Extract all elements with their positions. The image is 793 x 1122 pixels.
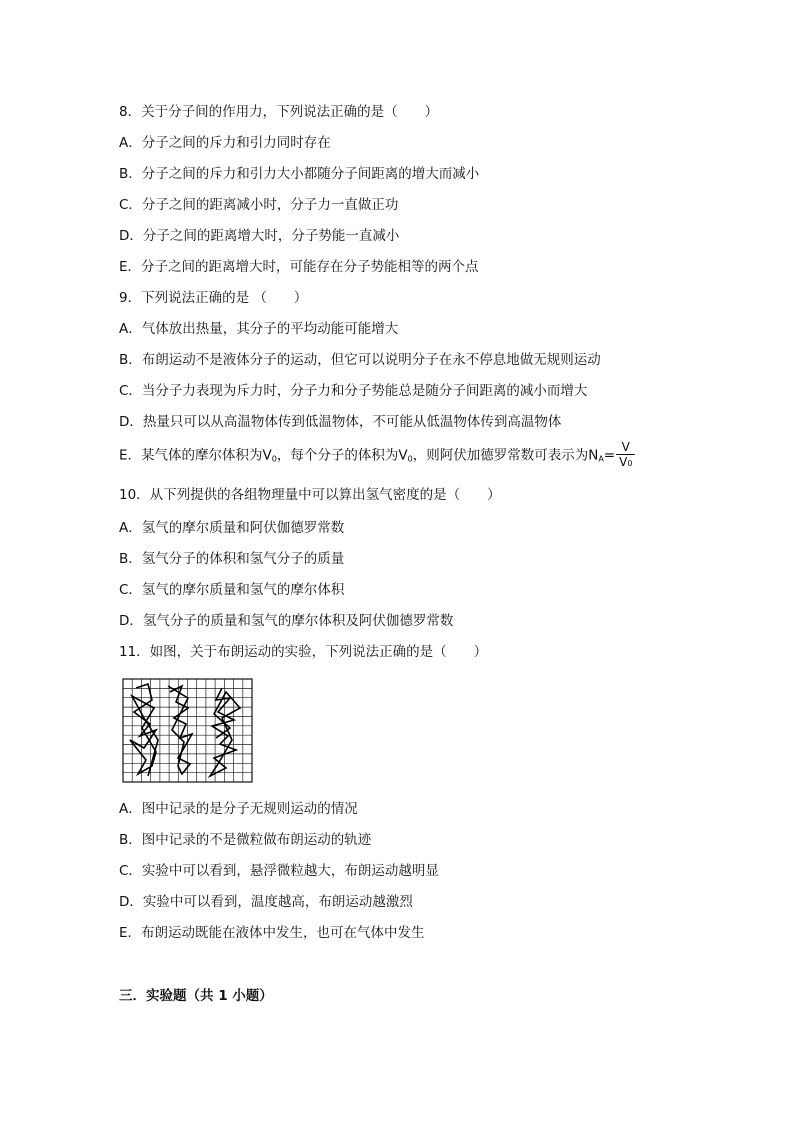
denominator-symbol: V — [619, 455, 628, 469]
q10-option-a: A．氢气的摩尔质量和阿伏伽德罗常数 — [119, 520, 345, 536]
q9-e-sub1: 0 — [271, 454, 277, 464]
q9-e-tail: ，则阿伏加德罗常数可表示为N — [412, 447, 599, 464]
fraction-denominator — [616, 455, 635, 471]
q11-option-e: E．布朗运动既能在液体中发生，也可在气体中发生 — [119, 925, 425, 941]
q9-e-text: E．某气体的摩尔体积为V — [119, 447, 272, 464]
q10-option-c: C．氢气的摩尔质量和氢气的摩尔体积 — [119, 582, 345, 598]
q11-option-d: D．实验中可以看到，温度越高，布朗运动越激烈 — [119, 894, 413, 910]
q11-option-b: B．图中记录的不是微粒做布朗运动的轨迹 — [119, 832, 372, 848]
particle-track-3 — [210, 688, 240, 776]
q11-option-a: A．图中记录的是分子无规则运动的情况 — [119, 801, 358, 817]
denominator-subscript: 0 — [627, 459, 633, 468]
q11-option-c: C．实验中可以看到，悬浮微粒越大，布朗运动越明显 — [119, 863, 439, 879]
q8-option-d: D．分子之间的距离增大时，分子势能一直减小 — [119, 228, 400, 244]
section-heading: 三．实验题（共 1 小题） — [119, 988, 273, 1004]
q11-stem: 11．如图，关于布朗运动的实验，下列说法正确的是（ ） — [119, 644, 488, 660]
q9-e-eq: = — [603, 447, 616, 464]
q9-option-d: D．热量只可以从高温物体传到低温物体，不可能从低温物体传到高温物体 — [119, 414, 562, 430]
particle-track-2 — [168, 686, 192, 774]
q10-option-b: B．氢气分子的体积和氢气分子的质量 — [119, 551, 345, 567]
q10-stem: 10．从下列提供的各组物理量中可以算出氢气密度的是（ ） — [119, 487, 501, 503]
q9-stem: 9．下列说法正确的是 （ ） — [119, 290, 308, 306]
q8-option-e: E．分子之间的距离增大时，可能存在分子势能相等的两个点 — [119, 259, 479, 275]
q8-stem: 8．关于分子间的作用力，下列说法正确的是（ ） — [119, 104, 439, 120]
brownian-motion-figure — [122, 678, 254, 784]
q8-option-a: A．分子之间的斥力和引力同时存在 — [119, 135, 331, 151]
avogadro-fraction — [616, 440, 635, 471]
q9-option-a: A．气体放出热量，其分子的平均动能可能增大 — [119, 321, 399, 337]
q10-option-d: D．氢气分子的质量和氢气的摩尔体积及阿伏伽德罗常数 — [119, 613, 454, 629]
q9-option-b: B．布朗运动不是液体分子的运动，但它可以说明分子在永不停息地做无规则运动 — [119, 352, 601, 368]
q9-e-sub2: 0 — [407, 454, 413, 464]
q9-option-e — [119, 440, 635, 471]
q8-option-b: B．分子之间的斥力和引力大小都随分子间距离的增大而减小 — [119, 166, 480, 182]
q9-e-mid: ，每个分子的体积为V — [276, 447, 408, 464]
q9-option-c: C．当分子力表现为斥力时，分子力和分子势能总是随分子间距离的减小而增大 — [119, 383, 588, 399]
fraction-numerator: V — [616, 440, 635, 455]
q9-e-sub3: A — [598, 454, 604, 464]
q8-option-c: C．分子之间的距离减小时，分子力一直做正功 — [119, 197, 399, 213]
